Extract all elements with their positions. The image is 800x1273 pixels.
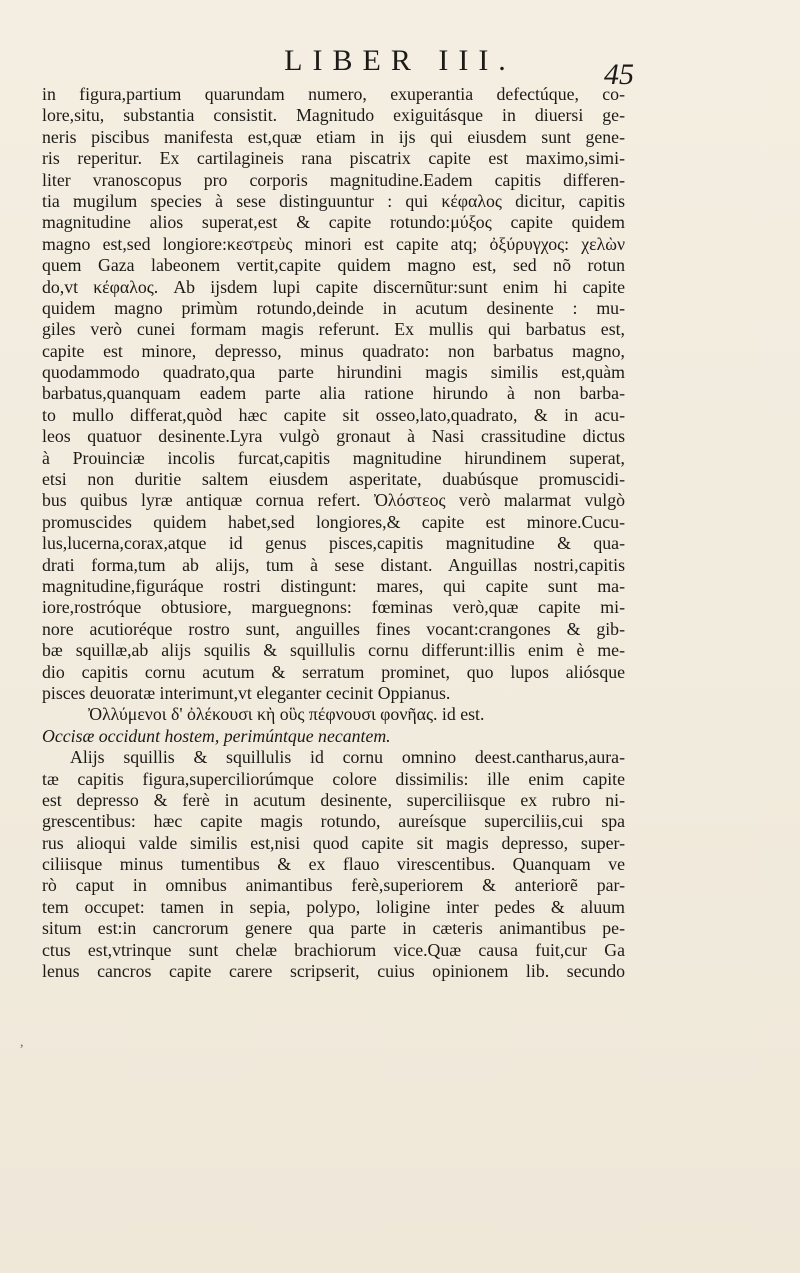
text-line: lore,situ, substantia consistit. Magnitudo exiguitásque in diuersi ge- xyxy=(42,105,625,126)
text-line: ctus est,vtrinque sunt chelæ brachiorum vice.Quæ causa fuit,cur Ga xyxy=(42,939,625,960)
text-line: est depresso & ferè in acutum desinente, superciliisque ex rubro ni- xyxy=(42,789,625,810)
text-line: capite est minore, depresso, minus quadrato: non barbatus magno, xyxy=(42,340,625,361)
text-line: lus,lucerna,corax,atque id genus pisces,capitis magnitudine & qua- xyxy=(42,533,625,554)
text-line: in figura,partium quarundam numero, exuperantia defectúque, co- xyxy=(42,84,625,104)
page-number: 45 xyxy=(604,58,634,91)
text-line: magnitudine alios superat,est & capite rotundo:μύξος capite quidem xyxy=(42,212,625,233)
text-line: bæ squillæ,ab alijs squilis & squillulis cornu differunt:illis enim è me- xyxy=(42,640,625,661)
running-head: LIBER III. xyxy=(284,44,516,77)
text-line xyxy=(42,982,625,1003)
text-line: quem Gaza labeonem vertit,capite quidem magno est, sed nõ rotun xyxy=(42,255,625,276)
text-line: leos quatuor desinente.Lyra vulgò gronaut à Nasi crassitudine dictus xyxy=(42,426,625,447)
text-line: bus quibus lyræ antiquæ cornua refert. Ὀλόστεος verò malarmat vulgò xyxy=(42,490,625,511)
text-line: situm est:in cancrorum genere qua parte in cæteris animantibus pe- xyxy=(42,918,625,939)
text-line: ris reperitur. Ex cartilagineis rana piscatrix capite est maximo,simi- xyxy=(42,148,625,169)
text-line: magnitudine,figuráque rostri distingunt: mares, qui capite sunt ma- xyxy=(42,575,625,596)
greek-quotation-line: Ὀλλύμενοι δ' ὀλέκουσι κὴ οὓς πέφνουσι φονῆας. id est. xyxy=(88,704,485,725)
text-line: magno est,sed longiore:κεστρεὺς minori est capite atq; ὀξύρυγχος: χελὼν xyxy=(42,233,625,254)
text-line: ciliisque minus tumentibus & ex flauo virescentibus. Quanquam ve xyxy=(42,854,625,875)
text-line: lenus cancros capite carere scripserit, cuius opinionem lib. secundo xyxy=(42,961,625,982)
text-line: quodammodo quadrato,qua parte hirundini magis similis est,quàm xyxy=(42,362,625,383)
text-line: quidem magno primùm rotundo,deinde in acutum desinente : mu- xyxy=(42,297,625,318)
text-line: dio capitis cornu acutum & serratum prominet, quo lupos aliósque xyxy=(42,661,625,682)
text-line: iore,rostróque obtusiore, marguegnons: fœminas verò,quæ capite mi- xyxy=(42,597,625,618)
text-line: tæ capitis figura,superciliorúmque colore dissimilis: ille enim capite xyxy=(42,768,625,789)
text-line: neris piscibus manifesta est,quæ etiam in ijs qui eiusdem sunt gene- xyxy=(42,126,625,147)
text-line: pisces deuoratæ interimunt,vt eleganter cecinit Oppianus. xyxy=(42,682,451,703)
margin-mark: , xyxy=(20,1035,24,1050)
text-line: rò caput in omnibus animantibus ferè,superiorem & anteriorẽ par- xyxy=(42,875,625,896)
text-line: à Prouinciæ incolis furcat,capitis magnitudine hirundinem superat, xyxy=(42,447,625,468)
text-line: Alijs squillis & squillulis id cornu omnino deest.cantharus,aura- xyxy=(70,747,625,768)
text-line: rus alioqui valde similis est,nisi quod capite sit magis depresso, super- xyxy=(42,832,625,853)
text-line: drati forma,tum ab alijs, tum à sese distant. Anguillas nostri,capitis xyxy=(42,554,625,575)
text-line: etsi non duritie saltem eiusdem asperitate, duabúsque promuscidi- xyxy=(42,469,625,490)
text-line: tem occupet: tamen in sepia, polypo, loligine inter pedes & aluum xyxy=(42,896,625,917)
body-text xyxy=(42,84,625,1004)
text-line: barbatus,quanquam eadem parte alia ratione hirundo à non barba- xyxy=(42,383,625,404)
text-line: grescentibus: hæc capite magis rotundo, aureísque superciliis,cui spa xyxy=(42,811,625,832)
text-line: promuscides quidem habet,sed longiores,& capite est minore.Cucu- xyxy=(42,511,625,532)
latin-translation-line: Occisæ occidunt hostem, perimúntque necantem. xyxy=(42,725,391,746)
text-line: to mullo differat,quòd hæc capite sit osseo,lato,quadrato, & in acu- xyxy=(42,404,625,425)
text-line: giles verò cunei formam magis referunt. Ex mullis qui barbatus est, xyxy=(42,319,625,340)
text-line: nore acutioréque rostro sunt, anguilles fines vocant:crangones & gib- xyxy=(42,618,625,639)
text-line: tia mugilum species à sese distinguuntur : qui κέφαλος dicitur, capitis xyxy=(42,190,625,211)
text-line: do,vt κέφαλος. Ab ijsdem lupi capite discernũtur:sunt enim hi capite xyxy=(42,276,625,297)
text-line: liter vranoscopus pro corporis magnitudine.Eadem capitis differen- xyxy=(42,169,625,190)
